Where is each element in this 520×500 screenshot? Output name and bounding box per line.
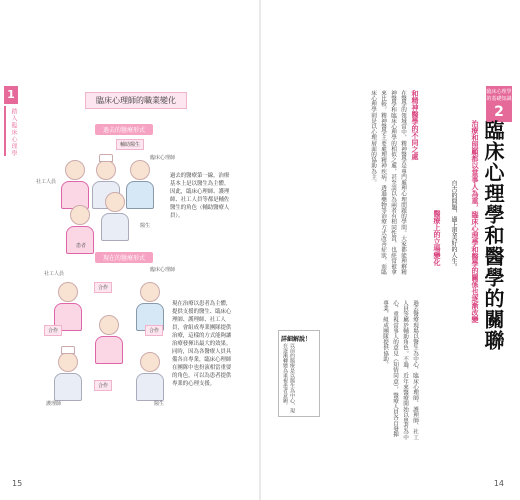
social-worker-label-present: 社工人員: [44, 271, 65, 277]
chapter-number: 1: [4, 86, 18, 104]
clinical-psych-label-present: 臨床心理師: [150, 267, 176, 273]
patient-label-past: 患者: [76, 243, 87, 249]
right-page-number: 14: [493, 479, 504, 488]
chapter-side-bar: [4, 106, 6, 156]
doctor-label-present: 醫生: [154, 401, 165, 407]
category-box: [486, 86, 512, 122]
note-title: 詳細解說！: [281, 336, 312, 343]
section-box-title: 臨床心理師的職業變化: [85, 92, 187, 109]
psychologist-figure: [130, 160, 154, 209]
intro-text: 自古的問題，過上更美好的人生。: [450, 180, 457, 270]
category-number: 2: [494, 104, 504, 120]
cooperation-tag-left: 合作: [44, 325, 62, 336]
assist-doctor-tag: 輔助醫生: [116, 139, 144, 150]
nurse-figure-present: [58, 352, 82, 401]
present-label: 現在的醫療形式: [95, 252, 153, 263]
present-text: 現在治療以患者為主體，提供支援的醫生、臨床心理師、護理師、社工人員，會組成專業團隊提供治療，這樣的方式能夠讓治療發揮出最大的效果。同時，因為各醫療人員具備各自專業，臨床心理師在團隊中也扮演相當重要的角色，可以為患者提供專業的心理支援。: [172, 301, 232, 387]
psychologist-figure-present: [140, 282, 164, 331]
section2-heading: 醫療上的立場變化: [433, 210, 441, 266]
note-box: [278, 330, 320, 417]
doctor-figure: [105, 192, 129, 241]
note-text: 以前的醫療是以醫生為中心，現在逐漸轉變為重視患者意願。: [282, 343, 295, 413]
social-worker-figure: [65, 160, 89, 209]
social-worker-figure-present: [58, 282, 82, 331]
cooperation-tag-top: 合作: [94, 282, 112, 293]
past-text: 過去的醫療第一線，治療基本上是以醫生為主體。因此，臨床心理師、護理師、社工人員等都是輔佐醫生的角色（輔助醫療人員）。: [170, 173, 230, 219]
cooperation-tag-right: 合作: [145, 325, 163, 336]
nurse-label-present: 護理師: [46, 401, 62, 407]
doctor-label: 醫生: [140, 223, 151, 229]
social-worker-label: 社工人員: [36, 179, 57, 185]
section2-text: 過去醫療現場以醫生為中心，臨床心理師、護理師、社工人員等屬於輔助角色。不過，近年來醫療開始以患者為中心，重視當事人的意見（知情同意），醫療人員各自發揮專業，組成團隊提供協助。: [382, 300, 418, 440]
section1-text: 在醫學的領域當中，精神醫學是專門處理心理問題的學問。大家都能理解精神醫學和臨床心理學的相似之處，甚至誤以為兩者有相同性質，也經常被拿來比較。精神醫學主要處理精神疾病，透過藥物等治療方式改善症狀，而臨床心理學則是以心理層面的協助為主。: [370, 90, 406, 275]
right-page: [260, 0, 520, 500]
clinical-psych-label: 臨床心理師: [150, 155, 176, 161]
patient-figure-present: [99, 315, 123, 364]
past-label: 過去的醫療形式: [95, 124, 153, 135]
page-title: 臨床心理學和醫學的關聯: [481, 120, 505, 351]
category-label: 臨床心理學的基礎知識: [486, 89, 512, 102]
doctor-figure-present: [140, 352, 164, 401]
chapter-side-label: 踏入臨床心理學: [10, 108, 17, 157]
cooperation-tag-bottom: 合作: [94, 380, 112, 391]
left-page-number: 15: [12, 479, 23, 488]
section1-heading: 和精神醫學的不同之處: [411, 90, 419, 160]
page-subtitle: 治療和照顧都以當事人為重，臨床心理學和醫學的關係也逐漸改變: [471, 120, 479, 323]
